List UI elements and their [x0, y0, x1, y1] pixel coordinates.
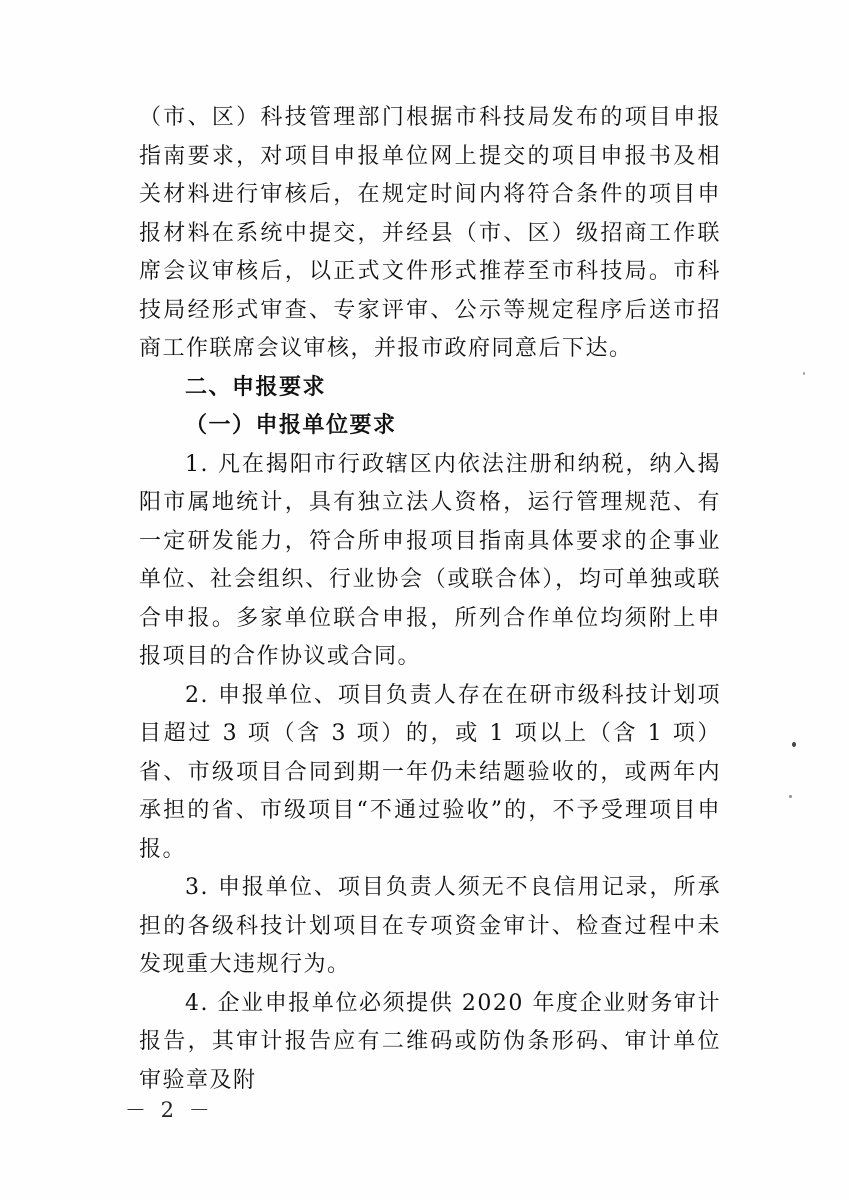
paragraph-item-1: 1. 凡在揭阳市行政辖区内依法注册和纳税，纳入揭阳市属地统计，具有独立法人资格，运行管理规范、有一定研发能力，符合所申报项目指南具体要求的企事业单位、社会组织、行业协会（或联合体），均可单独或联合申报。多家单位联合申报，所列合作单位均须附上申报项目的合作协议或合同。 — [139, 451, 721, 669]
paragraph-item-2: 2. 申报单位、项目负责人存在在研市级科技计划项目超过 3 项（含 3 项）的，或 1 项以上（含 1 项）省、市级项目合同到期一年仍未结题验收的，或两年内承担的省、市级项目“不通过验收”的，不予受理项目申报。 — [139, 682, 721, 862]
page-number: － 2 － — [125, 1098, 214, 1122]
document-body — [139, 99, 721, 1100]
scan-speck — [803, 372, 805, 375]
paragraph-item-3: 3. 申报单位、项目负责人须无不良信用记录，所承担的各级科技计划项目在专项资金审计、检查过程中未发现重大违规行为。 — [139, 875, 721, 977]
subsection-heading: （一）申报单位要求 — [185, 413, 397, 438]
paragraph-item-4: 4. 企业申报单位必须提供 2020 年度企业财务审计报告，其审计报告应有二维码或防伪条形码、审计单位审验章及附 — [139, 990, 721, 1093]
scan-speck — [789, 795, 792, 798]
scan-speck — [792, 742, 796, 747]
paragraph-continuation: （市、区）科技管理部门根据市科技局发布的项目申报指南要求，对项目申报单位网上提交的项目申报书及相关材料进行审核后，在规定时间内将符合条件的项目申报材料在系统中提交，并经县（市、区）级招商工作联席会议审核后，以正式文件形式推荐至市科技局。市科技局经形式审查、专家评审、公示等规定程序后送市招商工作联席会议审核，并报市政府同意后下达。 — [139, 105, 721, 361]
section-heading: 二、申报要求 — [185, 374, 327, 400]
